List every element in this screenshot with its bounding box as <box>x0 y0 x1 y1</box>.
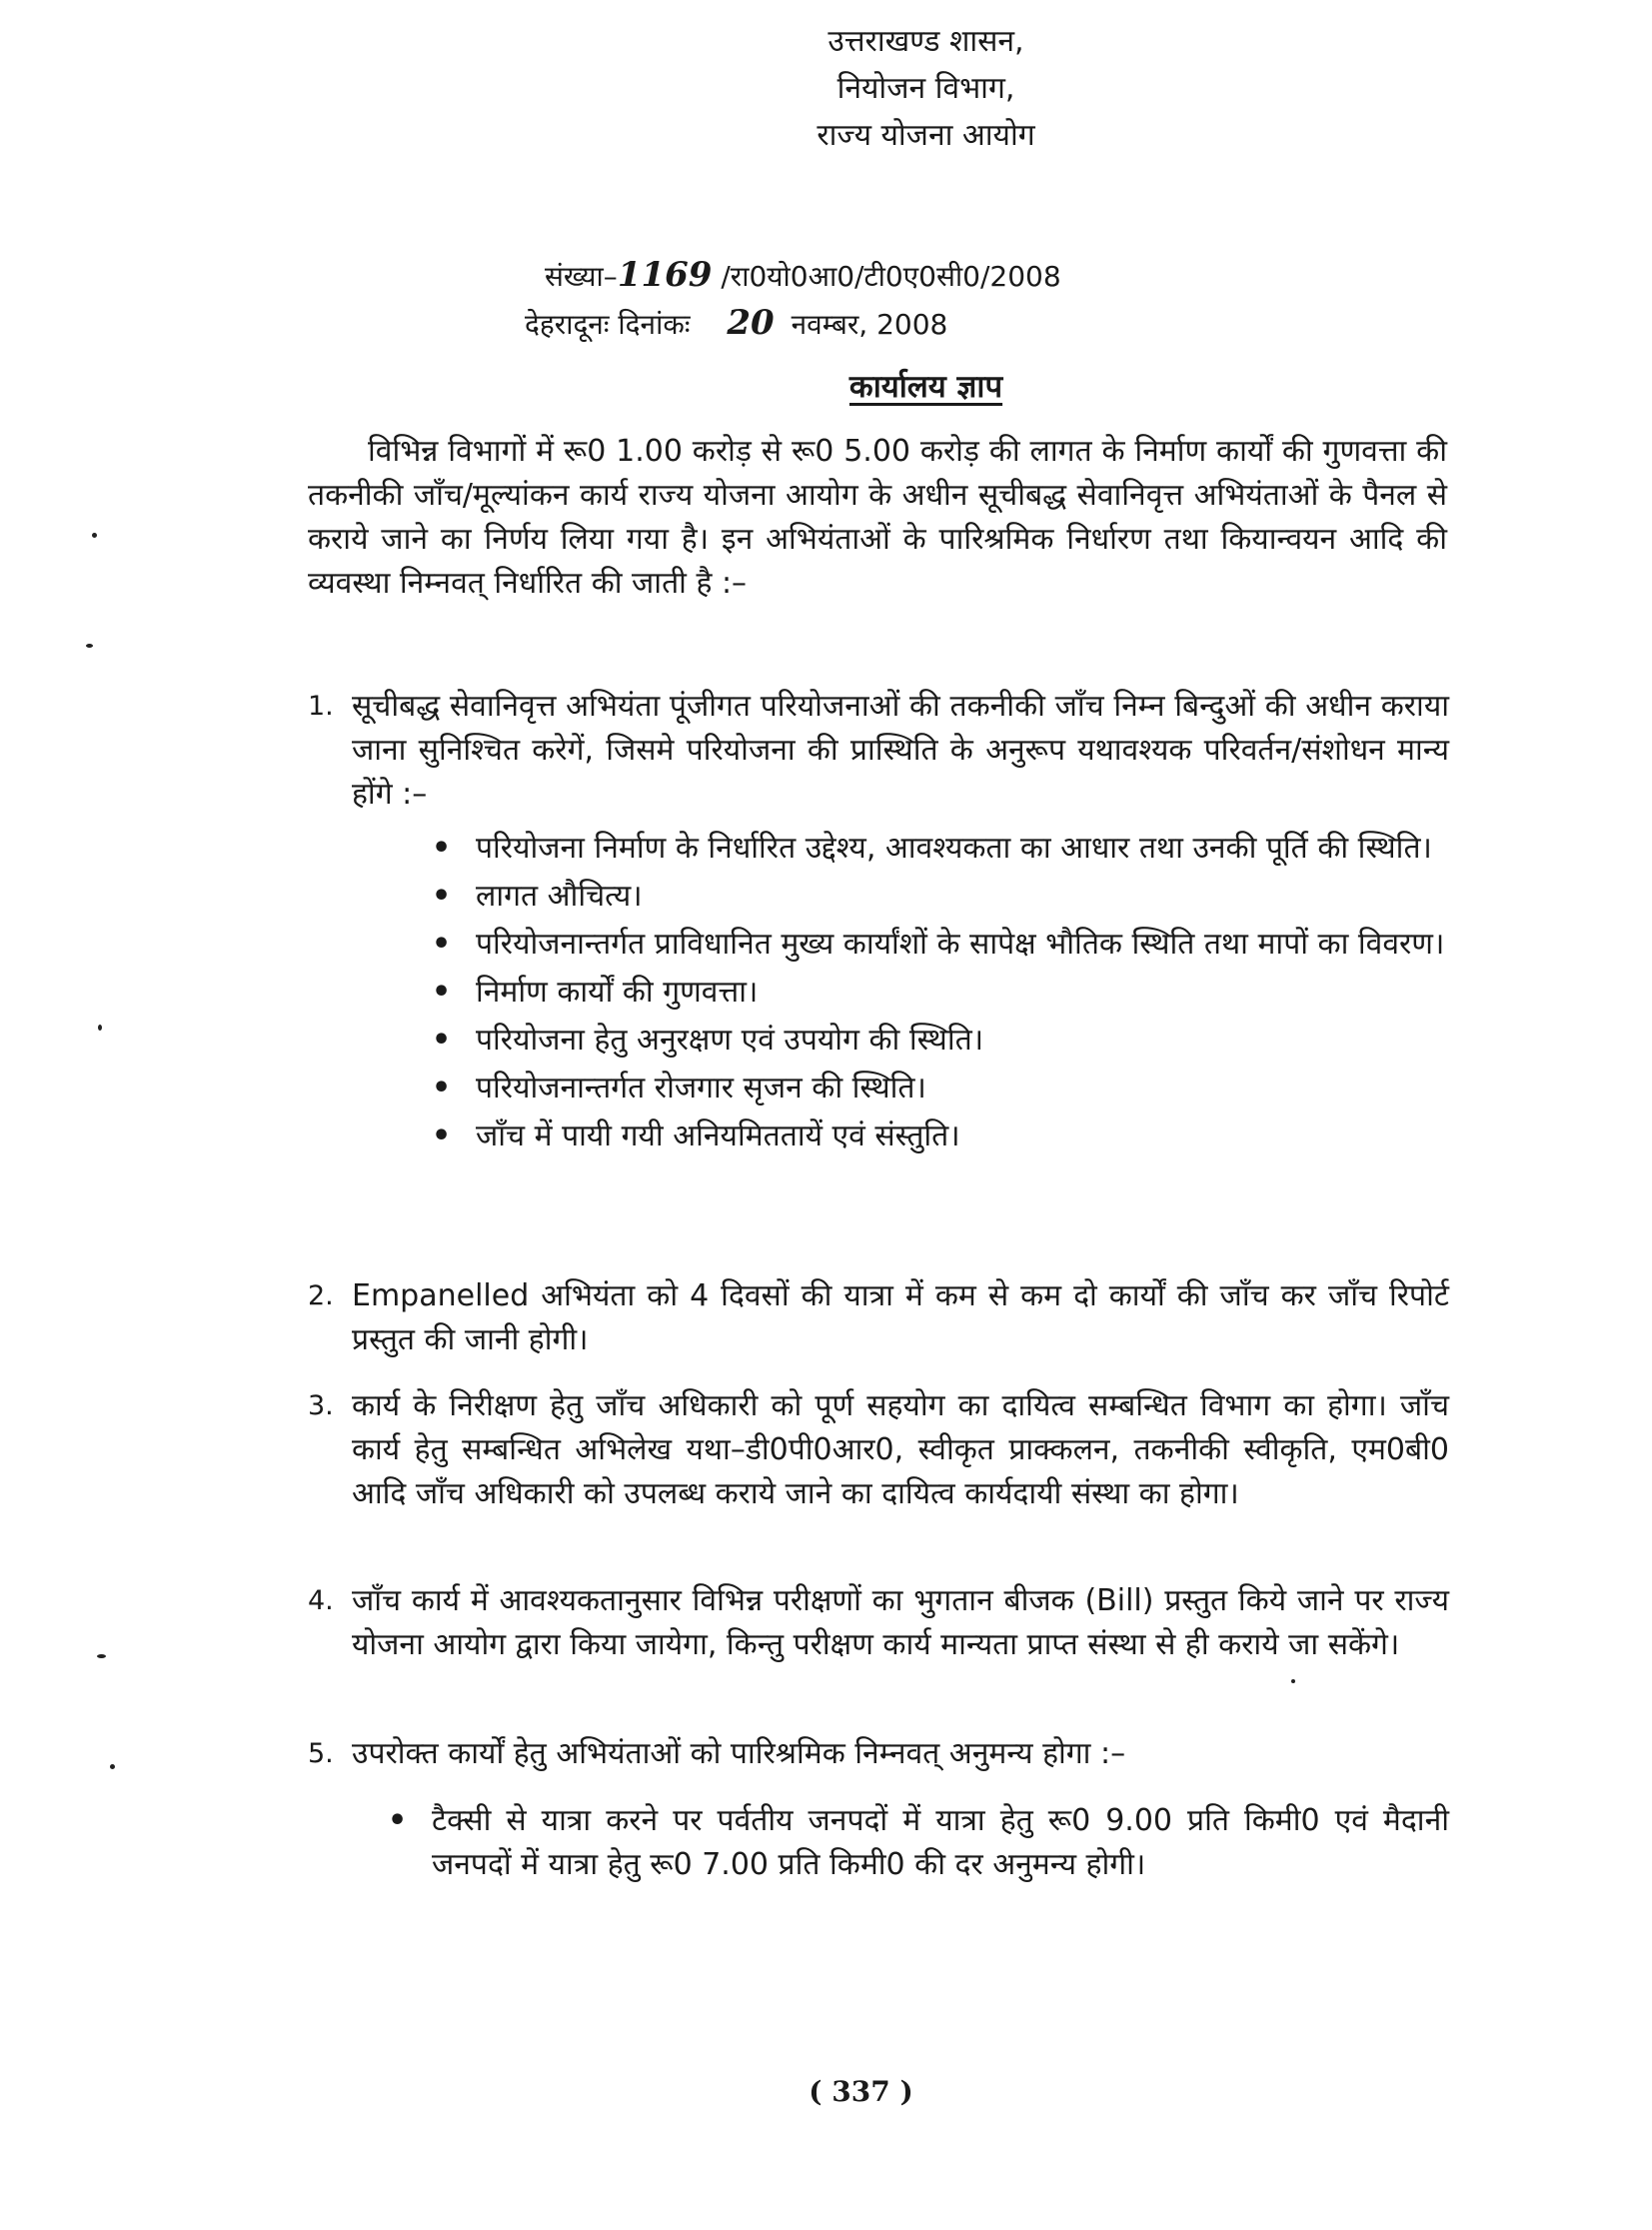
remuneration-bullet: • टैक्सी से यात्रा करने पर पर्वतीय जनपदों में यात्रा हेतु रू0 9.00 प्रति किमी0 एवं मैदानी जनपदों में यात्रा हेतु रू0 7.00 प्रति किमी0 की दर अनुमन्य होगी। <box>432 1799 1449 1887</box>
list-item: • परियोजना हेतु अनुरक्षण एवं उपयोग की स्थिति। <box>432 1019 1449 1063</box>
memo-title <box>0 365 1652 407</box>
item-number: 4. <box>308 1585 334 1616</box>
list-item: • परियोजनान्तर्गत प्राविधानित मुख्य कार्यांशों के सापेक्ष भौतिक स्थिति तथा मापों का विवरण। <box>432 923 1449 967</box>
handwritten-number: 1169 <box>617 255 713 295</box>
list-item-1 <box>308 685 1449 1162</box>
reference-block <box>525 252 1061 348</box>
memo-title-text: कार्यालय ज्ञाप <box>848 369 1003 405</box>
handwritten-date: 20 <box>727 303 775 343</box>
list-item: • लागत औचित्य। <box>432 875 1449 919</box>
list-item: • निर्माण कार्यों की गुणवत्ता। <box>432 971 1449 1015</box>
scan-speck <box>97 1654 106 1658</box>
scan-speck <box>86 644 93 648</box>
criteria-list <box>432 827 1449 1158</box>
bullet-icon: • <box>432 1023 452 1058</box>
list-item: • परियोजनान्तर्गत रोजगार सृजन की स्थिति। <box>432 1067 1449 1111</box>
scan-speck <box>1291 1679 1295 1683</box>
bullet-icon: • <box>432 927 452 962</box>
list-item: • परियोजना निर्माण के निर्धारित उद्देश्य, आवश्यकता का आधार तथा उनकी पूर्ति की स्थिति। <box>432 827 1449 871</box>
bullet-icon: • <box>432 831 452 866</box>
letterhead-department: नियोजन विभाग, <box>836 71 1015 106</box>
item-text: सूचीबद्ध सेवानिवृत्त अभियंता पूंजीगत परियोजनाओं की तकनीकी जाँच निम्न बिन्दुओं की अधीन कराया जाना सुनिश्चित करेगें, जिसमे परियोजना की प्रास्थिति के अनुरूप यथावश्यक परिवर्तन/संशोधन मान्य होंगे :– <box>352 689 1449 812</box>
item-text: उपरोक्त कार्यों हेतु अभियंताओं को पारिश्रमिक निम्नवत् अनुमन्य होगा :– <box>352 1736 1126 1771</box>
reference-number-label: संख्या– <box>545 260 618 293</box>
item-text: कार्य के निरीक्षण हेतु जाँच अधिकारी को पूर्ण सहयोग का दायित्व सम्बन्धित विभाग का होगा। जाँच कार्य हेतु सम्बन्धित अभिलेख यथा–डी0पी0आर0, स्वीकृत प्राक्कलन, तकनीकी स्वीकृति, एम0बी0 आदि जाँच अधिकारी को उपलब्ध कराये जाने का दायित्व कार्यदायी संस्था का होगा। <box>352 1388 1449 1511</box>
item-number: 3. <box>308 1390 334 1421</box>
scan-speck <box>92 533 97 538</box>
list-item-4 <box>308 1579 1449 1667</box>
reference-date <box>525 300 1061 348</box>
reference-number-suffix: /रा0यो0आ0/टी0ए0सी0/2008 <box>712 260 1061 293</box>
page-number: ( 337 ) <box>809 2075 913 2108</box>
letterhead <box>0 18 1652 159</box>
list-item-3 <box>308 1384 1449 1516</box>
bullet-icon: • <box>432 975 452 1010</box>
bullet-icon: • <box>432 1118 452 1153</box>
item-number: 1. <box>308 691 334 722</box>
scan-speck <box>98 1025 102 1031</box>
letterhead-government: उत्तराखण्ड शासन, <box>827 24 1024 59</box>
list-item: • जाँच में पायी गयी अनियमिततायें एवं संस्तुति। <box>432 1115 1449 1158</box>
reference-date-label: देहरादूनः दिनांकः <box>525 308 700 341</box>
reference-date-suffix: नवम्बर, 2008 <box>782 308 948 341</box>
item-number: 5. <box>308 1738 334 1769</box>
item-text: Empanelled अभियंता को 4 दिवसों की यात्रा में कम से कम दो कार्यों की जाँच कर जाँच रिपोर्ट प्रस्तुत की जानी होगी। <box>352 1278 1449 1357</box>
list-item-2 <box>308 1274 1449 1362</box>
item-number: 2. <box>308 1280 334 1311</box>
list-item-5 <box>308 1732 1449 1776</box>
bullet-icon: • <box>388 1803 408 1838</box>
letterhead-commission: राज्य योजना आयोग <box>817 118 1035 153</box>
scan-speck <box>110 1764 115 1769</box>
bullet-icon: • <box>432 879 452 914</box>
item-text: जाँच कार्य में आवश्यकतानुसार विभिन्न परीक्षणों का भुगतान बीजक (Bill) प्रस्तुत किये जाने पर राज्य योजना आयोग द्वारा किया जायेगा, किन्तु परीक्षण कार्य मान्यता प्राप्त संस्था से ही कराये जा सकेंगे। <box>352 1583 1449 1662</box>
intro-paragraph: विभिन्न विभागों में रू0 1.00 करोड़ से रू0 5.00 करोड़ की लागत के निर्माण कार्यों की गुणवत्ता की तकनीकी जाँच/मूल्यांकन कार्य राज्य योजना आयोग के अधीन सूचीबद्ध सेवानिवृत्त अभियंताओं के पैनल से कराये जाने का निर्णय लिया गया है। इन अभियंताओं के पारिश्रमिक निर्धारण तथा कियान्वयन आदि की व्यवस्था निम्नवत् निर्धारित की जाती है :– <box>308 434 1447 601</box>
bullet-icon: • <box>432 1071 452 1106</box>
reference-number <box>545 252 1061 300</box>
